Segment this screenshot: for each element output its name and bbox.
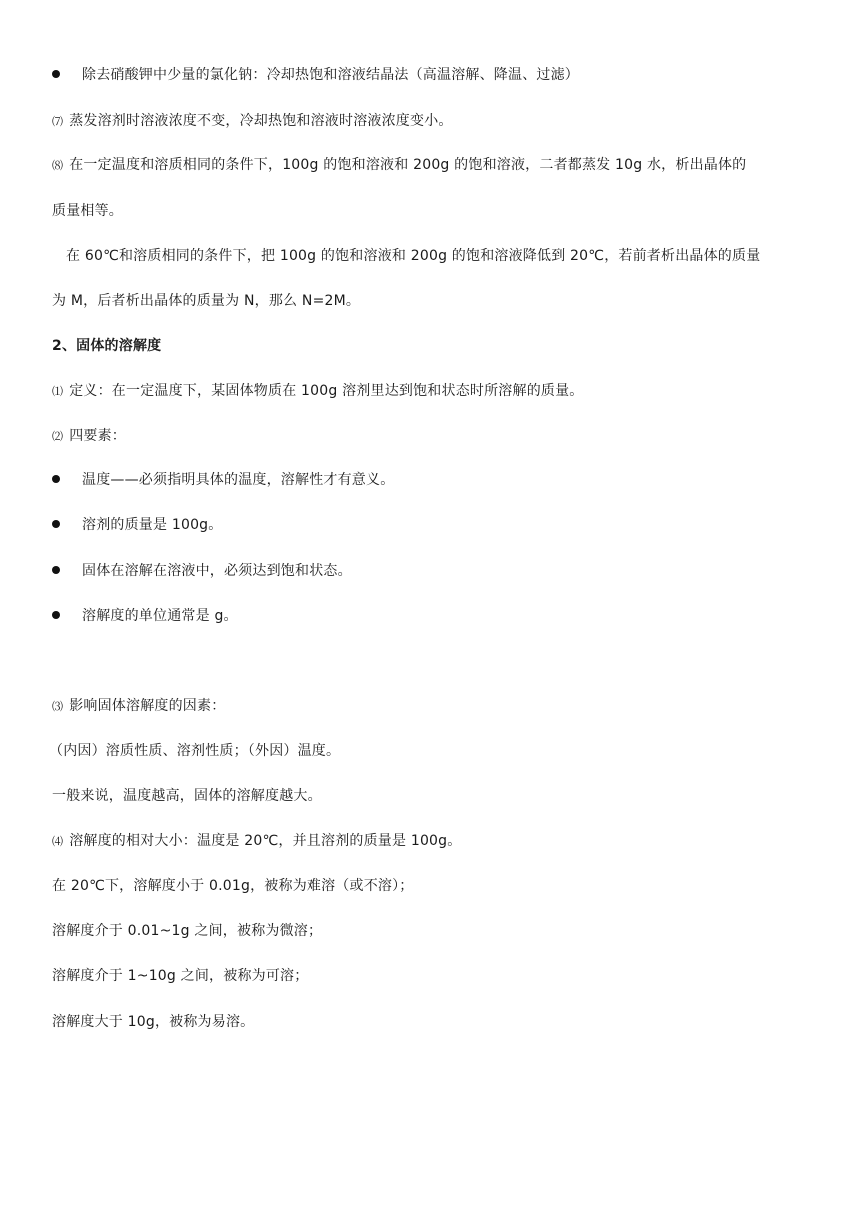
bullet-icon — [52, 566, 60, 574]
bullet-item-solvent-mass — [52, 515, 222, 535]
paragraph-text: 在 20℃下，溶解度小于 0.01g，被称为难溶（或不溶）； — [52, 878, 414, 894]
paragraph-text: 溶解度介于 0.01~1g 之间，被称为微溶； — [52, 923, 323, 939]
paragraph-text: 影响固体溶解度的因素： — [69, 698, 226, 714]
item-number: ⑴ — [52, 385, 64, 398]
paragraph-text: 溶解度大于 10g，被称为易溶。 — [52, 1014, 255, 1030]
bullet-icon — [52, 70, 60, 78]
paragraph-item-7 — [52, 111, 453, 132]
paragraph-item-2 — [52, 426, 126, 447]
paragraph-item-1 — [52, 381, 584, 402]
paragraph-text: 在 60℃和溶质相同的条件下，把 100g 的饱和溶液和 200g 的饱和溶液降低到 20℃，若前者析出晶体的质量 — [66, 248, 761, 264]
bullet-text: 温度——必须指明具体的温度，溶解性才有意义。 — [82, 472, 395, 488]
paragraph-soluble — [52, 966, 308, 986]
bullet-item-unit — [52, 606, 238, 626]
item-number: ⑺ — [52, 115, 64, 128]
section-heading — [52, 336, 161, 356]
paragraph-slightly-soluble — [52, 921, 322, 941]
bullet-text: 溶剂的质量是 100g。 — [82, 517, 223, 533]
bullet-item-saturation — [52, 561, 352, 581]
paragraph-general-rule — [52, 786, 322, 806]
paragraph-easily-soluble — [52, 1012, 254, 1032]
paragraph-item-3 — [52, 696, 225, 717]
bullet-item-purify-kno3 — [52, 65, 579, 85]
paragraph-cooling-example — [66, 246, 760, 266]
section-heading-text: 2、固体的溶解度 — [52, 338, 162, 354]
paragraph-text: 蒸发溶剂时溶液浓度不变，冷却热饱和溶液时溶液浓度变小。 — [69, 113, 453, 129]
paragraph-text: 质量相等。 — [52, 203, 123, 219]
paragraph-item-8 — [52, 155, 746, 176]
paragraph-factors — [49, 741, 340, 761]
paragraph-text: 为 M，后者析出晶体的质量为 N，那么 N=2M。 — [52, 293, 361, 309]
paragraph-text: （内因）溶质性质、溶剂性质；（外因）温度。 — [49, 743, 341, 759]
paragraph-text: 四要素： — [69, 428, 127, 444]
item-number: ⑶ — [52, 700, 64, 713]
paragraph-text: 定义：在一定温度下，某固体物质在 100g 溶剂里达到饱和状态时所溶解的质量。 — [69, 383, 584, 399]
paragraph-item-4 — [52, 831, 461, 852]
paragraph-text: 溶解度的相对大小：温度是 20℃，并且溶剂的质量是 100g。 — [69, 833, 462, 849]
item-number: ⑵ — [52, 430, 64, 443]
bullet-text: 固体在溶解在溶液中，必须达到饱和状态。 — [82, 563, 352, 579]
item-number: ⑷ — [52, 835, 64, 848]
bullet-text: 溶解度的单位通常是 g。 — [82, 608, 238, 624]
paragraph-text: 在一定温度和溶质相同的条件下，100g 的饱和溶液和 200g 的饱和溶液，二者都蒸发 10g 水，析出晶体的 — [69, 157, 747, 173]
paragraph-text: 溶解度介于 1~10g 之间，被称为可溶； — [52, 968, 309, 984]
paragraph-insoluble — [52, 876, 414, 896]
bullet-item-temperature — [52, 470, 394, 490]
bullet-icon — [52, 520, 60, 528]
paragraph-continuation — [52, 201, 123, 221]
item-number: ⑻ — [52, 159, 64, 172]
bullet-icon — [52, 475, 60, 483]
bullet-text: 除去硝酸钾中少量的氯化钠：冷却热饱和溶液结晶法（高温溶解、降温、过滤） — [82, 67, 579, 83]
paragraph-text: 一般来说，温度越高，固体的溶解度越大。 — [52, 788, 322, 804]
bullet-icon — [52, 611, 60, 619]
paragraph-continuation — [52, 291, 360, 311]
